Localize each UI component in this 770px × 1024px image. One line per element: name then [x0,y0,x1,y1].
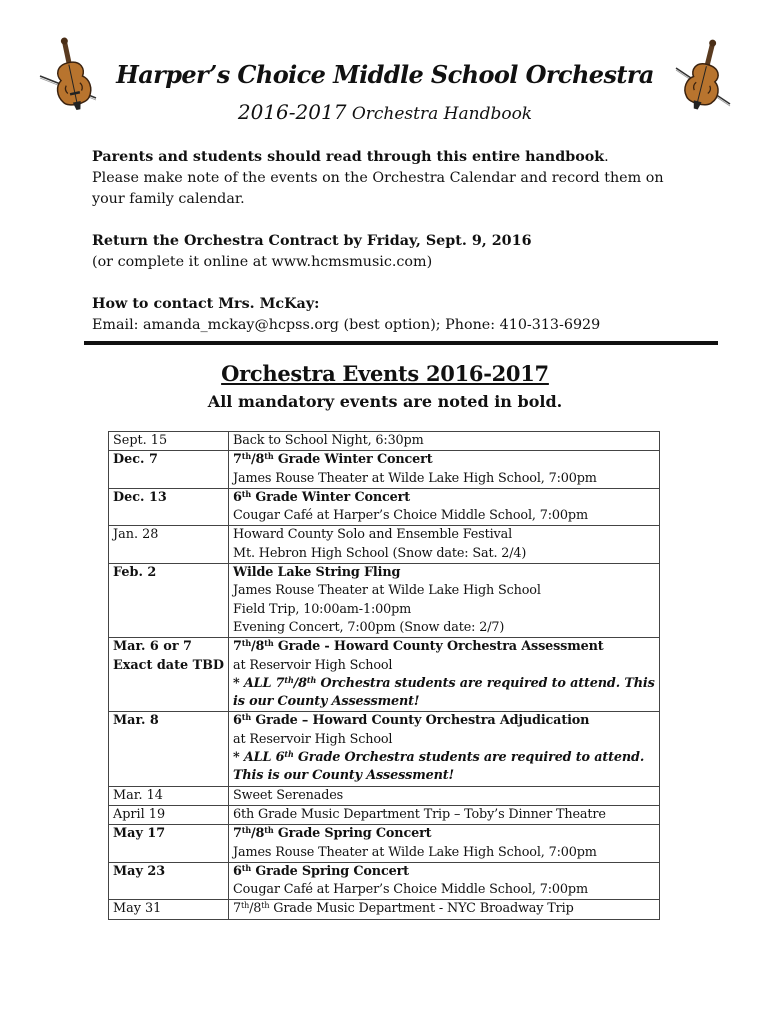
events-note: All mandatory events are noted in bold. [207,392,563,411]
table-row [109,488,660,526]
event-date: Dec. 7 [109,451,229,489]
read-instructions: Parents and students should read through this entire handbook. Please make note of the events on the Orchestra Calendar and record them on your family calendar. [92,149,664,207]
event-date: May 23 [109,862,229,900]
table-row [109,712,660,786]
subtitle-year: 2016-2017 [237,100,347,124]
event-details: Sweet Serenades [229,786,660,805]
table-row [109,862,660,900]
table-row [109,805,660,824]
event-details: 6th Grade Music Department Trip – Toby’s Dinner Theatre [229,805,660,824]
event-details: 7th/8th Grade Spring Concert James Rouse Theater at Wilde Lake High School, 7:00pm [229,825,660,863]
subtitle-text: Orchestra Handbook [346,104,533,124]
contract-online: (or complete it online at www.hcmsmusic.com) [92,254,433,270]
contract-deadline: Return the Orchestra Contract by Friday, Sept. 9, 2016 [92,233,532,249]
read-instructions-bold: Parents and students should read through this entire handbook [92,149,605,165]
contract-instructions [92,231,692,273]
event-date: Mar. 8 [109,712,229,786]
divider [84,341,718,345]
event-date: April 19 [109,805,229,824]
event-details: Back to School Night, 6:30pm [229,432,660,451]
read-instructions-rest: Please make note of the events on the Orchestra Calendar and record them on your family calendar. [92,170,664,207]
page-title: Harper’s Choice Middle School Orchestra [116,60,654,89]
event-details: 7th/8th Grade Music Department - NYC Broadway Trip [229,900,660,919]
event-date: Jan. 28 [109,526,229,564]
event-details: 7th/8th Grade Winter Concert James Rouse Theater at Wilde Lake High School, 7:00pm [229,451,660,489]
contact-details: Email: amanda_mckay@hcpss.org (best option); Phone: 410-313-6929 [92,317,601,333]
events-table [108,431,660,920]
event-date: Mar. 6 or 7 Exact date TBD [109,638,229,712]
event-date: Dec. 13 [109,488,229,526]
contact-heading: How to contact Mrs. McKay: [92,296,320,312]
intro-section [92,147,692,336]
event-details: 6th Grade – Howard County Orchestra Adjudication at Reservoir High School * ALL 6th Grade Orchestra students are required to attend. This is our County Assessment! [229,712,660,786]
event-date: Sept. 15 [109,432,229,451]
event-date: Mar. 14 [109,786,229,805]
event-date: Feb. 2 [109,564,229,638]
event-details: Howard County Solo and Ensemble Festival Mt. Hebron High School (Snow date: Sat. 2/4) [229,526,660,564]
table-row [109,526,660,564]
table-row [109,451,660,489]
table-row [109,638,660,712]
table-row [109,564,660,638]
events-title: Orchestra Events 2016-2017 [221,361,549,386]
page-subtitle [0,100,770,124]
event-details: 7th/8th Grade - Howard County Orchestra Assessment at Reservoir High School * ALL 7th/8th Orchestra students are required to attend. This is our County Assessment! [229,638,660,712]
table-row [109,900,660,919]
event-details: 6th Grade Spring Concert Cougar Café at Harper’s Choice Middle School, 7:00pm [229,862,660,900]
event-date: May 17 [109,825,229,863]
table-row [109,825,660,863]
event-date: May 31 [109,900,229,919]
table-row [109,432,660,451]
event-details: Wilde Lake String Fling James Rouse Theater at Wilde Lake High School Field Trip, 10:00am-1:00pm Evening Concert, 7:00pm (Snow date: 2/7) [229,564,660,638]
contact-section [92,294,692,336]
table-row [109,786,660,805]
event-details: 6th Grade Winter Concert Cougar Café at Harper’s Choice Middle School, 7:00pm [229,488,660,526]
